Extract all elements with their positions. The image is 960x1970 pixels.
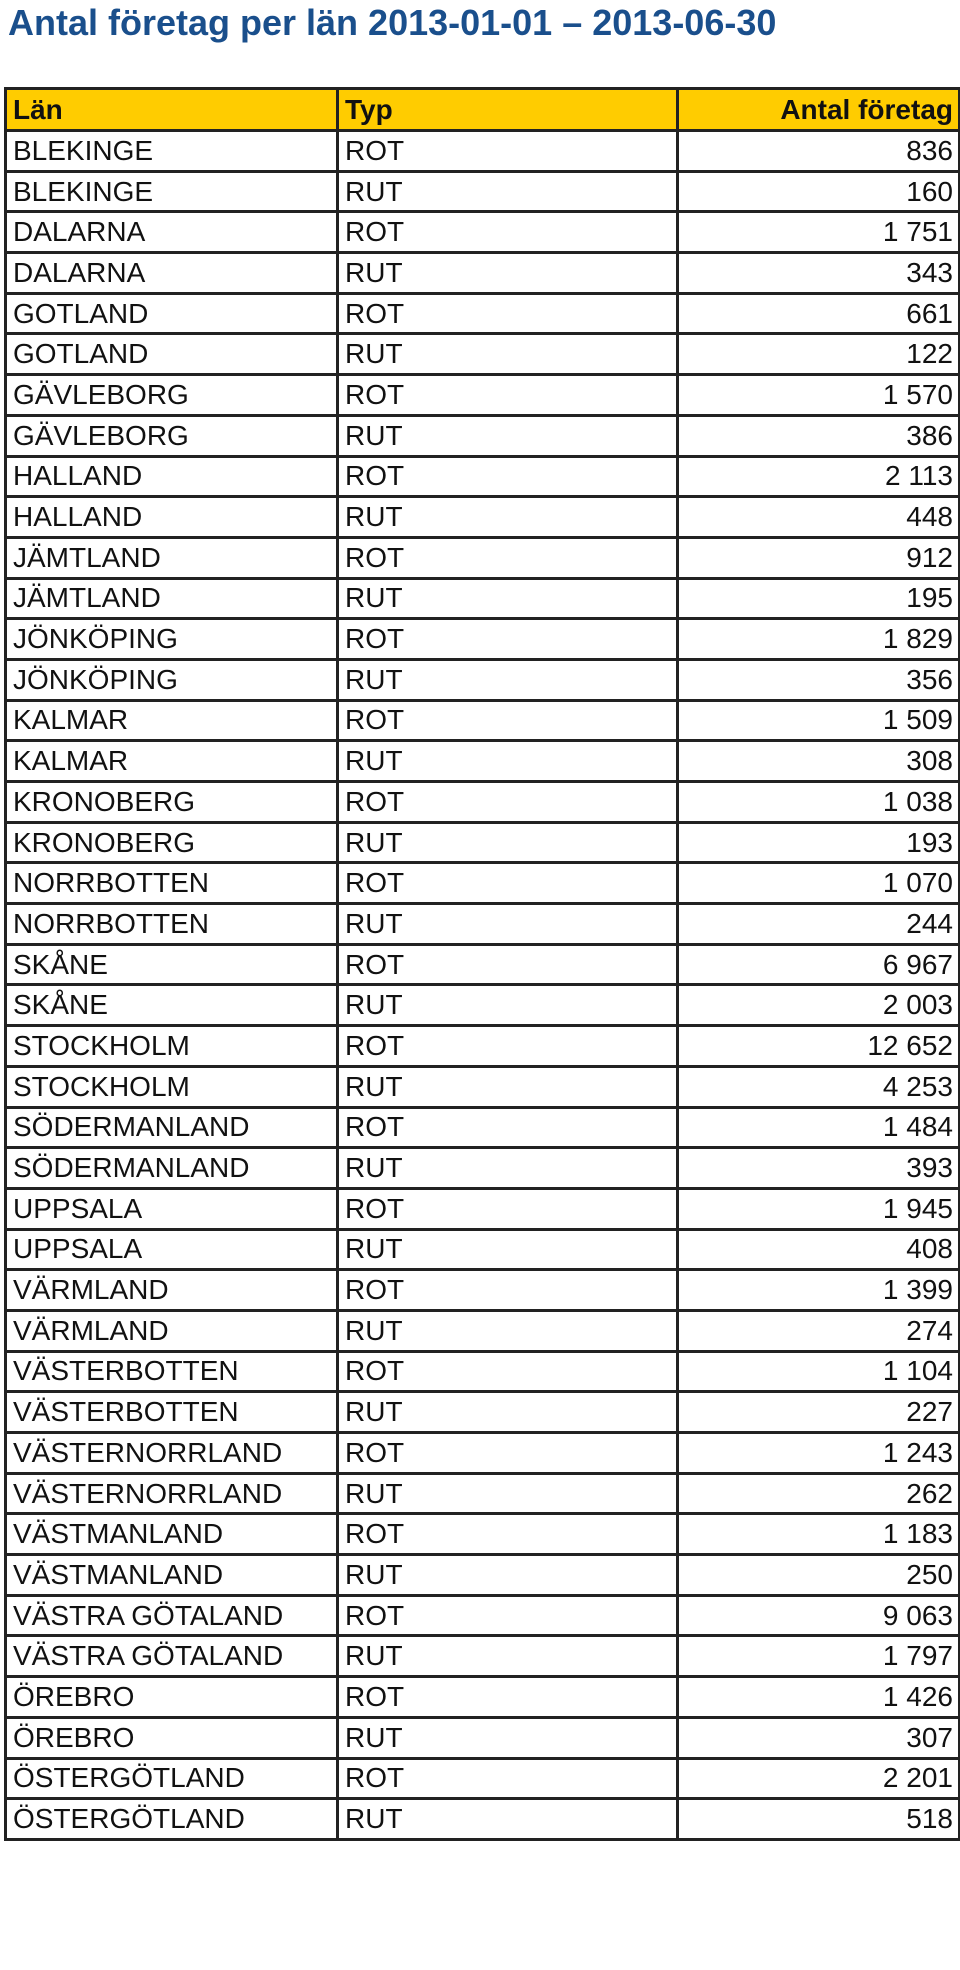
cell-lan: DALARNA xyxy=(6,212,338,253)
cell-antal: 1 183 xyxy=(678,1514,960,1555)
cell-typ: ROT xyxy=(338,1107,678,1148)
table-row xyxy=(6,293,960,334)
cell-lan: VÄRMLAND xyxy=(6,1310,338,1351)
table-row xyxy=(6,171,960,212)
table-row xyxy=(6,1310,960,1351)
cell-typ: RUT xyxy=(338,497,678,538)
cell-lan: VÄSTRA GÖTALAND xyxy=(6,1595,338,1636)
table-row xyxy=(6,822,960,863)
cell-antal: 250 xyxy=(678,1555,960,1596)
table-row xyxy=(6,415,960,456)
cell-antal: 2 003 xyxy=(678,985,960,1026)
cell-typ: RUT xyxy=(338,1473,678,1514)
cell-lan: VÄRMLAND xyxy=(6,1270,338,1311)
cell-lan: KRONOBERG xyxy=(6,782,338,823)
cell-typ: RUT xyxy=(338,1148,678,1189)
cell-typ: RUT xyxy=(338,1636,678,1677)
cell-antal: 274 xyxy=(678,1310,960,1351)
cell-antal: 1 797 xyxy=(678,1636,960,1677)
table-row xyxy=(6,131,960,172)
cell-lan: ÖREBRO xyxy=(6,1677,338,1718)
cell-antal: 343 xyxy=(678,253,960,294)
cell-lan: VÄSTMANLAND xyxy=(6,1555,338,1596)
cell-lan: BLEKINGE xyxy=(6,131,338,172)
cell-lan: SKÅNE xyxy=(6,985,338,1026)
cell-lan: BLEKINGE xyxy=(6,171,338,212)
cell-lan: UPPSALA xyxy=(6,1188,338,1229)
cell-lan: JÖNKÖPING xyxy=(6,659,338,700)
table-row xyxy=(6,253,960,294)
table-row xyxy=(6,1107,960,1148)
cell-lan: VÄSTERBOTTEN xyxy=(6,1351,338,1392)
cell-antal: 195 xyxy=(678,578,960,619)
table-row xyxy=(6,1514,960,1555)
table-row xyxy=(6,782,960,823)
table-row xyxy=(6,456,960,497)
cell-antal: 1 509 xyxy=(678,700,960,741)
table-row xyxy=(6,1026,960,1067)
cell-typ: RUT xyxy=(338,1229,678,1270)
cell-antal: 393 xyxy=(678,1148,960,1189)
cell-antal: 1 070 xyxy=(678,863,960,904)
cell-typ: ROT xyxy=(338,1514,678,1555)
cell-antal: 4 253 xyxy=(678,1066,960,1107)
cell-antal: 1 751 xyxy=(678,212,960,253)
table-row xyxy=(6,578,960,619)
table-row xyxy=(6,1636,960,1677)
cell-lan: VÄSTERNORRLAND xyxy=(6,1473,338,1514)
cell-antal: 122 xyxy=(678,334,960,375)
cell-typ: ROT xyxy=(338,1595,678,1636)
table-row xyxy=(6,1148,960,1189)
cell-antal: 518 xyxy=(678,1799,960,1840)
cell-antal: 661 xyxy=(678,293,960,334)
page-title: Antal företag per län 2013-01-01 – 2013-06-30 xyxy=(8,2,777,43)
cell-lan: GÄVLEBORG xyxy=(6,415,338,456)
cell-lan: JÄMTLAND xyxy=(6,537,338,578)
cell-antal: 2 113 xyxy=(678,456,960,497)
cell-antal: 448 xyxy=(678,497,960,538)
cell-lan: UPPSALA xyxy=(6,1229,338,1270)
cell-typ: ROT xyxy=(338,375,678,416)
cell-antal: 1 426 xyxy=(678,1677,960,1718)
cell-lan: STOCKHOLM xyxy=(6,1066,338,1107)
cell-lan: GOTLAND xyxy=(6,334,338,375)
cell-lan: NORRBOTTEN xyxy=(6,863,338,904)
cell-typ: ROT xyxy=(338,1351,678,1392)
cell-antal: 193 xyxy=(678,822,960,863)
companies-table xyxy=(4,87,960,1841)
table-row xyxy=(6,700,960,741)
table-row xyxy=(6,497,960,538)
cell-typ: RUT xyxy=(338,1799,678,1840)
cell-antal: 262 xyxy=(678,1473,960,1514)
column-header-lan: Län xyxy=(6,89,338,131)
cell-typ: ROT xyxy=(338,1758,678,1799)
cell-typ: ROT xyxy=(338,1677,678,1718)
cell-typ: RUT xyxy=(338,334,678,375)
cell-lan: NORRBOTTEN xyxy=(6,904,338,945)
cell-antal: 912 xyxy=(678,537,960,578)
cell-antal: 1 945 xyxy=(678,1188,960,1229)
cell-typ: ROT xyxy=(338,1188,678,1229)
cell-antal: 12 652 xyxy=(678,1026,960,1067)
cell-antal: 1 243 xyxy=(678,1433,960,1474)
cell-typ: ROT xyxy=(338,293,678,334)
table-row xyxy=(6,1188,960,1229)
table-body xyxy=(6,131,960,1840)
cell-typ: ROT xyxy=(338,212,678,253)
table-row xyxy=(6,1595,960,1636)
table-row xyxy=(6,1717,960,1758)
table-row xyxy=(6,1229,960,1270)
cell-antal: 386 xyxy=(678,415,960,456)
cell-lan: VÄSTMANLAND xyxy=(6,1514,338,1555)
cell-lan: VÄSTERNORRLAND xyxy=(6,1433,338,1474)
table-row xyxy=(6,741,960,782)
cell-antal: 836 xyxy=(678,131,960,172)
column-header-typ: Typ xyxy=(338,89,678,131)
table-row xyxy=(6,985,960,1026)
cell-lan: HALLAND xyxy=(6,456,338,497)
cell-antal: 1 038 xyxy=(678,782,960,823)
cell-typ: ROT xyxy=(338,863,678,904)
cell-typ: ROT xyxy=(338,456,678,497)
cell-typ: RUT xyxy=(338,741,678,782)
cell-typ: RUT xyxy=(338,578,678,619)
cell-typ: ROT xyxy=(338,619,678,660)
cell-lan: KALMAR xyxy=(6,700,338,741)
table-row xyxy=(6,1270,960,1311)
cell-typ: RUT xyxy=(338,253,678,294)
table-row xyxy=(6,1066,960,1107)
column-header-antal: Antal företag xyxy=(678,89,960,131)
cell-antal: 160 xyxy=(678,171,960,212)
cell-typ: RUT xyxy=(338,1310,678,1351)
table-row xyxy=(6,1351,960,1392)
table-row xyxy=(6,1677,960,1718)
table-row xyxy=(6,537,960,578)
cell-typ: ROT xyxy=(338,782,678,823)
cell-typ: ROT xyxy=(338,1433,678,1474)
cell-typ: RUT xyxy=(338,415,678,456)
cell-antal: 408 xyxy=(678,1229,960,1270)
cell-lan: JÖNKÖPING xyxy=(6,619,338,660)
cell-lan: ÖSTERGÖTLAND xyxy=(6,1799,338,1840)
cell-lan: ÖSTERGÖTLAND xyxy=(6,1758,338,1799)
table-row xyxy=(6,1799,960,1840)
cell-lan: GOTLAND xyxy=(6,293,338,334)
cell-typ: RUT xyxy=(338,171,678,212)
cell-typ: RUT xyxy=(338,659,678,700)
cell-antal: 1 399 xyxy=(678,1270,960,1311)
cell-lan: SKÅNE xyxy=(6,944,338,985)
cell-antal: 308 xyxy=(678,741,960,782)
cell-lan: ÖREBRO xyxy=(6,1717,338,1758)
cell-lan: KRONOBERG xyxy=(6,822,338,863)
cell-lan: VÄSTERBOTTEN xyxy=(6,1392,338,1433)
cell-lan: HALLAND xyxy=(6,497,338,538)
cell-lan: SÖDERMANLAND xyxy=(6,1148,338,1189)
cell-antal: 1 104 xyxy=(678,1351,960,1392)
cell-typ: ROT xyxy=(338,700,678,741)
cell-lan: KALMAR xyxy=(6,741,338,782)
cell-antal: 307 xyxy=(678,1717,960,1758)
cell-antal: 9 063 xyxy=(678,1595,960,1636)
table-row xyxy=(6,212,960,253)
cell-typ: RUT xyxy=(338,985,678,1026)
cell-lan: GÄVLEBORG xyxy=(6,375,338,416)
cell-antal: 2 201 xyxy=(678,1758,960,1799)
cell-lan: STOCKHOLM xyxy=(6,1026,338,1067)
table-row xyxy=(6,1433,960,1474)
table-header-row xyxy=(6,89,960,131)
cell-typ: RUT xyxy=(338,1066,678,1107)
table-row xyxy=(6,1555,960,1596)
cell-antal: 227 xyxy=(678,1392,960,1433)
table-row xyxy=(6,1758,960,1799)
cell-antal: 1 570 xyxy=(678,375,960,416)
cell-typ: RUT xyxy=(338,1717,678,1758)
table-row xyxy=(6,375,960,416)
cell-lan: DALARNA xyxy=(6,253,338,294)
cell-typ: RUT xyxy=(338,1555,678,1596)
table-row xyxy=(6,659,960,700)
table-row xyxy=(6,334,960,375)
cell-typ: RUT xyxy=(338,1392,678,1433)
cell-antal: 1 484 xyxy=(678,1107,960,1148)
cell-typ: RUT xyxy=(338,904,678,945)
cell-typ: ROT xyxy=(338,944,678,985)
cell-typ: ROT xyxy=(338,537,678,578)
table-row xyxy=(6,1473,960,1514)
table-row xyxy=(6,619,960,660)
table-row xyxy=(6,1392,960,1433)
cell-antal: 356 xyxy=(678,659,960,700)
cell-lan: JÄMTLAND xyxy=(6,578,338,619)
cell-antal: 244 xyxy=(678,904,960,945)
cell-typ: ROT xyxy=(338,1270,678,1311)
cell-antal: 1 829 xyxy=(678,619,960,660)
table-row xyxy=(6,863,960,904)
cell-antal: 6 967 xyxy=(678,944,960,985)
cell-lan: SÖDERMANLAND xyxy=(6,1107,338,1148)
cell-typ: ROT xyxy=(338,1026,678,1067)
cell-typ: ROT xyxy=(338,131,678,172)
cell-typ: RUT xyxy=(338,822,678,863)
table-row xyxy=(6,904,960,945)
cell-lan: VÄSTRA GÖTALAND xyxy=(6,1636,338,1677)
table-row xyxy=(6,944,960,985)
